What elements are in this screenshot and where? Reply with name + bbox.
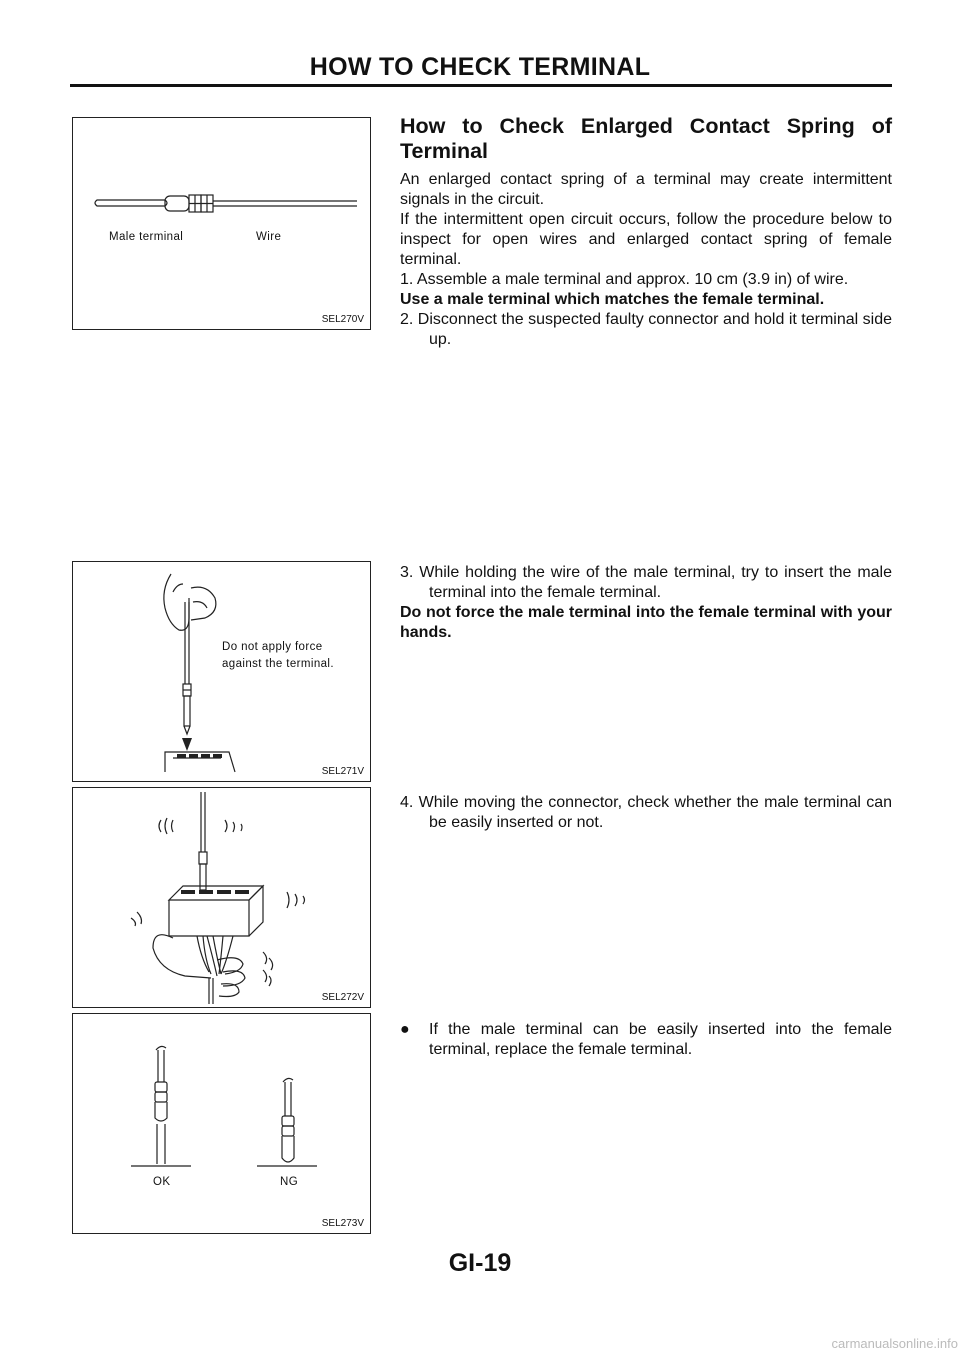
figure-code: SEL270V [321, 314, 364, 325]
label-male-terminal: Male terminal [109, 231, 184, 243]
step-2: 2. Disconnect the suspected faulty connector and hold it terminal side up. [400, 311, 892, 348]
step-3-note: Do not force the male terminal into the female terminal with your hands. [400, 604, 892, 641]
ok-ng-illustration [73, 1014, 372, 1235]
bullet-item [400, 1020, 892, 1060]
label-ok: OK [153, 1176, 171, 1188]
header-rule [70, 84, 892, 87]
step-1-note: Use a male terminal which matches the female terminal. [400, 291, 825, 308]
label-wire: Wire [256, 231, 282, 243]
page-number: GI-19 [448, 1249, 512, 1277]
step-4: 4. While moving the connector, check whether the male terminal can be easily inserted or not. [400, 794, 892, 831]
intro-paragraph-2: If the intermittent open circuit occurs, follow the procedure below to inspect for open wires and enlarged contact spring of female terminal. [400, 211, 892, 268]
figure-insert-terminal [72, 561, 371, 782]
bullet-dot-icon: ● [400, 1021, 410, 1038]
watermark: carmanualsonline.info [831, 1336, 958, 1351]
figure-code: SEL271V [321, 766, 364, 777]
section-intro [400, 114, 892, 350]
intro-paragraph-1: An enlarged contact spring of a terminal may create intermittent signals in the circuit. [400, 171, 892, 208]
male-terminal-wire-illustration [73, 118, 372, 331]
figure-ok-ng [72, 1013, 371, 1234]
note-line-1: Do not apply force [222, 641, 323, 653]
figure-code: SEL272V [321, 992, 364, 1003]
figure-male-terminal-wire [72, 117, 371, 330]
bullet-text: If the male terminal can be easily inserted into the female terminal, replace the female terminal. [429, 1021, 892, 1058]
step-3-block [400, 563, 892, 643]
label-ng: NG [280, 1176, 299, 1188]
step-3: 3. While holding the wire of the male terminal, try to insert the male terminal into the female terminal. [400, 564, 892, 601]
bullet-block [400, 1020, 892, 1060]
section-heading: How to Check Enlarged Contact Spring of Terminal [400, 114, 892, 163]
move-connector-illustration [73, 788, 372, 1009]
figure-code: SEL273V [321, 1218, 364, 1229]
step-4-block [400, 793, 892, 833]
page-header-title: HOW TO CHECK TERMINAL [309, 53, 651, 81]
figure-move-connector [72, 787, 371, 1008]
step-1: 1. Assemble a male terminal and approx. 10 cm (3.9 in) of wire. [400, 271, 849, 288]
note-no-force [222, 639, 334, 673]
note-line-2: against the terminal. [222, 658, 334, 670]
